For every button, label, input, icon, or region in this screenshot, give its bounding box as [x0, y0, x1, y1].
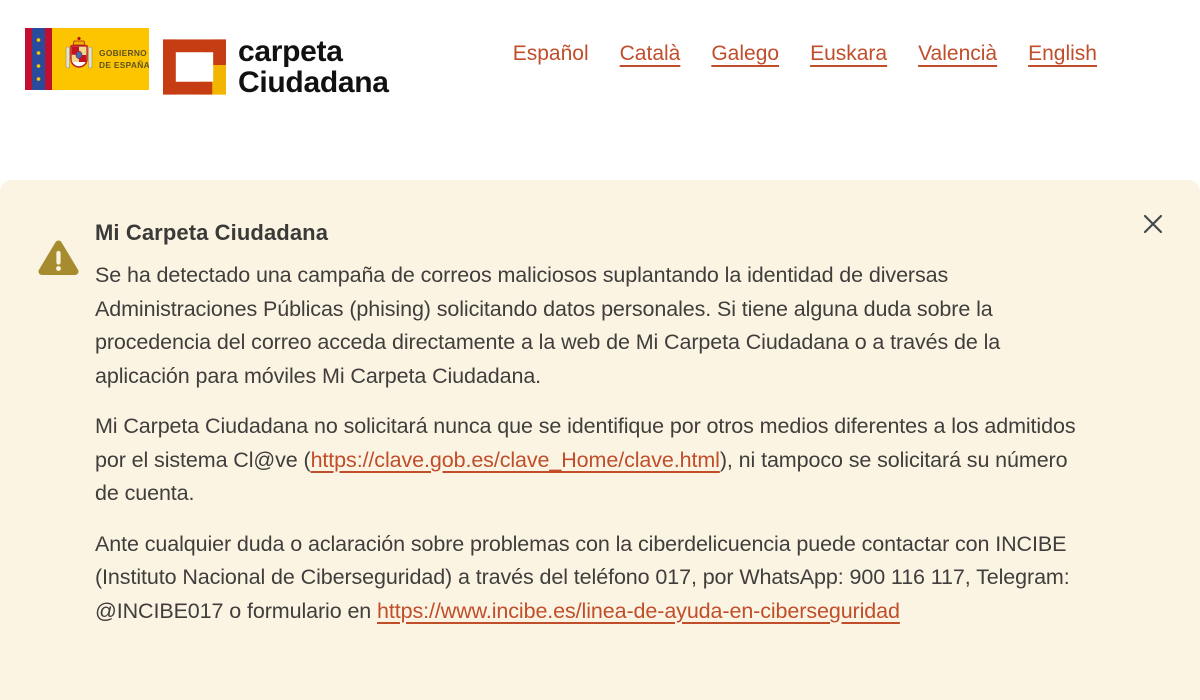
inline-link[interactable]: https://clave.gob.es/clave_Home/clave.html — [310, 447, 720, 472]
text-segment: Se ha detectado una campaña de correos maliciosos suplantando la identidad de diversas Administraciones Públicas (phising) solicitando datos personales. Si tiene alguna duda sobre la procedencia del correo acceda directamente a la web de Mi Carpeta Ciudadana o a través de la aplicación para móviles Mi Carpeta Ciudadana. — [95, 263, 1001, 388]
carpeta-ciudadana-logo — [163, 36, 389, 98]
close-icon — [1141, 212, 1165, 236]
text-segment: ), ni tampoco se solicitará su número de cuenta. — [95, 447, 1068, 505]
alert-paragraph-1 — [95, 259, 1087, 393]
text-segment: Mi Carpeta Ciudadana no solicitará nunca que se identifique por otros medios diferentes a los admitidos por el sistema Cl@ve ( — [95, 414, 1076, 472]
language-nav — [513, 42, 1097, 66]
inline-link[interactable]: https://www.incibe.es/linea-de-ayuda-en-ciberseguridad — [377, 598, 900, 623]
language-link-euskara[interactable]: Euskara — [810, 42, 888, 65]
brand-wordmark — [238, 36, 389, 98]
warning-triangle-icon — [38, 239, 79, 277]
phishing-alert-banner — [0, 180, 1200, 700]
language-link-galego[interactable]: Galego — [711, 42, 780, 65]
carpeta-folder-icon — [163, 39, 226, 95]
svg-text:DE ESPAÑA: DE ESPAÑA — [99, 60, 149, 70]
alert-title: Mi Carpeta Ciudadana — [95, 220, 329, 245]
language-link-valencia[interactable]: Valencià — [918, 42, 998, 65]
language-link-english[interactable]: English — [1028, 42, 1097, 65]
brand-line-2: Ciudadana — [238, 66, 389, 99]
alert-paragraph-2 — [95, 410, 1087, 511]
close-alert-button[interactable] — [1138, 210, 1168, 240]
language-link-catala[interactable]: Català — [619, 42, 681, 65]
svg-text:GOBIERNO: GOBIERNO — [99, 48, 148, 58]
site-header — [0, 0, 1200, 180]
alert-paragraph-3 — [95, 528, 1087, 629]
alert-content — [95, 220, 1087, 628]
spain-government-icon — [25, 28, 149, 90]
text-segment: Ante cualquier duda o aclaración sobre problemas con la ciberdelicuencia puede contactar con INCIBE (Instituto Nacional de Ciberseguridad) a través del teléfono 017, por WhatsApp: 900 116 117, Telegram: @INCIBE017 o formulario en — [95, 531, 1070, 623]
language-link-espanol[interactable]: Español — [512, 42, 589, 65]
brand-line-1: carpeta — [238, 35, 343, 68]
gobierno-espana-logo — [25, 28, 149, 90]
